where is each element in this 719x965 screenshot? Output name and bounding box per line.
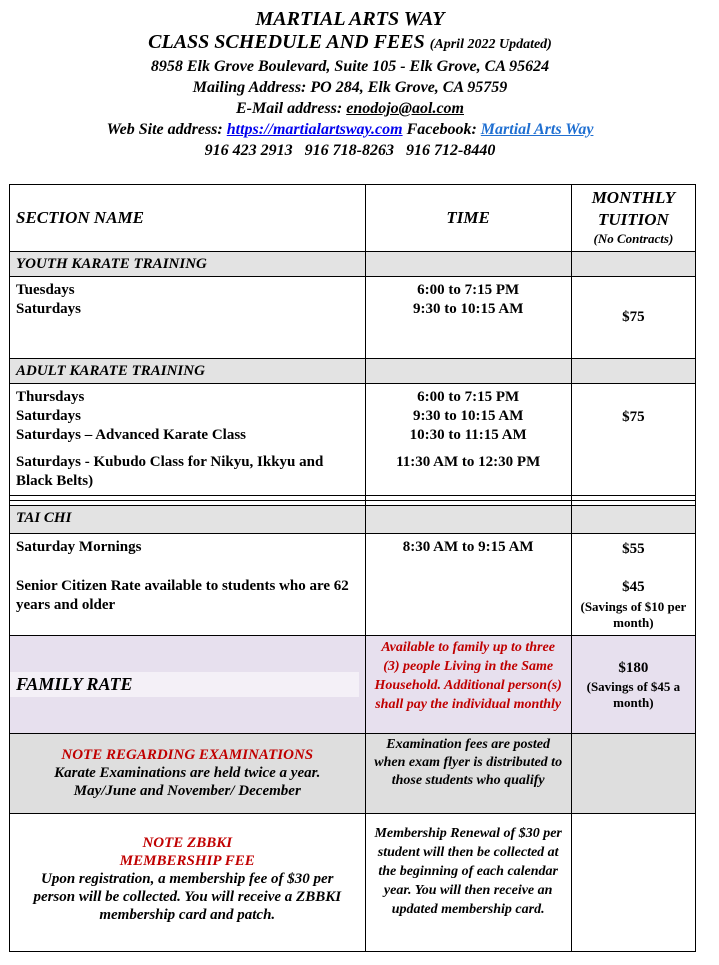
website-link[interactable]: https://martialartsway.com (226, 121, 403, 138)
adult-day: Saturdays – Advanced Karate Class (16, 427, 247, 443)
youth-days (10, 277, 366, 359)
tuition-header-line1: MONTHLY (591, 188, 676, 207)
phone-numbers: 916 423 2913 916 718-8263 916 712-8440 (204, 142, 496, 159)
youth-section-title: YOUTH KARATE TRAINING (10, 252, 366, 277)
adult-fee (571, 384, 695, 496)
facebook-link[interactable]: Martial Arts Way (480, 121, 594, 138)
zbbki-note-title: NOTE ZBBKI (142, 835, 233, 851)
updated-note: (April 2022 Updated) (429, 37, 552, 52)
youth-day: Tuesdays (16, 282, 75, 298)
senior-savings: (Savings of $10 per month) (580, 599, 687, 630)
page-title: MARTIAL ARTS WAY (255, 8, 445, 30)
taichi-fee-value: $55 (622, 541, 645, 557)
adult-fee-value: $75 (622, 409, 645, 425)
taichi-time-value: 8:30 AM to 9:15 AM (402, 539, 534, 555)
zbbki-note-subtitle: MEMBERSHIP FEE (119, 853, 255, 869)
exam-fees-note: Examination fees are posted when exam flyer is distributed to those students who qualify (365, 734, 571, 814)
membership-renewal-note: Membership Renewal of $30 per student will then be collected at the beginning of each calendar year. You will then receive an updated membership card. (365, 814, 571, 952)
web-label: Web Site address: (106, 121, 223, 138)
family-rate-description: Available to family up to three (3) people Living in the Same Household. Additional person(s) shall pay the individual monthly (365, 636, 571, 734)
exam-note-body: Karate Examinations are held twice a year. May/June and November/ December (54, 765, 321, 799)
empty-cell (365, 359, 571, 384)
empty-cell (571, 359, 695, 384)
exam-note-cell (10, 734, 366, 814)
web-line (0, 119, 700, 140)
youth-fee-value: $75 (622, 309, 645, 325)
family-rate-row (10, 636, 696, 734)
street-address: 8958 Elk Grove Boulevard, Suite 105 - Elk Grove, CA 95624 (150, 58, 550, 75)
exam-note-row (10, 734, 696, 814)
adult-times (365, 384, 571, 496)
tuition-header (571, 185, 695, 252)
adult-day: Saturdays - Kubudo Class for Nikyu, Ikkyu and Black Belts) (16, 454, 324, 489)
adult-time: 6:00 to 7:15 PM (417, 389, 520, 405)
senior-fee-value: $45 (622, 579, 645, 595)
facebook-label: Facebook: (406, 121, 477, 138)
family-rate-title: FAMILY RATE (10, 672, 359, 697)
youth-time: 9:30 to 10:15 AM (412, 301, 524, 317)
taichi-section-title: TAI CHI (10, 506, 366, 534)
page-subtitle (0, 31, 700, 56)
family-rate-fee (571, 636, 695, 734)
no-contracts-note: (No Contracts) (593, 231, 674, 246)
schedule-header (0, 8, 700, 161)
adult-day: Saturdays (16, 408, 82, 424)
youth-time: 6:00 to 7:15 PM (417, 282, 520, 298)
adult-time: 10:30 to 11:15 AM (409, 427, 527, 443)
youth-schedule-row (10, 277, 696, 359)
taichi-fees (571, 534, 695, 636)
tuition-header-line2: TUITION (597, 210, 669, 229)
taichi-day: Saturday Mornings (16, 539, 142, 555)
senior-rate-note: Senior Citizen Rate available to students who are 62 years and older (16, 578, 349, 613)
email-line (0, 98, 700, 119)
empty-cell (571, 814, 695, 952)
empty-cell (365, 506, 571, 534)
adult-section-row (10, 359, 696, 384)
table-header-row (10, 185, 696, 252)
empty-cell (571, 506, 695, 534)
zbbki-note-body: Upon registration, a membership fee of $30 per person will be collected. You will receive a ZBBKI membership card and patch. (33, 871, 342, 923)
family-fee-value: $180 (618, 660, 649, 676)
email-address[interactable]: enodojo@aol.com (346, 100, 464, 117)
taichi-schedule-row (10, 534, 696, 636)
taichi-days (10, 534, 366, 636)
adult-days (10, 384, 366, 496)
adult-time: 11:30 AM to 12:30 PM (396, 454, 541, 470)
exam-note-title: NOTE REGARDING EXAMINATIONS (61, 747, 314, 763)
schedule-table (9, 184, 696, 952)
taichi-time (365, 534, 571, 636)
adult-time: 9:30 to 10:15 AM (412, 408, 524, 424)
family-rate-label-cell (10, 636, 366, 734)
empty-cell (365, 252, 571, 277)
family-savings: (Savings of $45 a month) (586, 679, 681, 710)
empty-cell (571, 252, 695, 277)
youth-times (365, 277, 571, 359)
zbbki-note-cell (10, 814, 366, 952)
youth-day: Saturdays (16, 301, 82, 317)
adult-schedule-row (10, 384, 696, 496)
section-name-header: SECTION NAME (10, 185, 366, 252)
youth-section-row (10, 252, 696, 277)
mailing-address: Mailing Address: PO 284, Elk Grove, CA 95759 (192, 79, 508, 96)
zbbki-note-row (10, 814, 696, 952)
time-header: TIME (365, 185, 571, 252)
taichi-section-row (10, 506, 696, 534)
subtitle-text: CLASS SCHEDULE AND FEES (148, 31, 425, 53)
email-label: E-Mail address: (236, 100, 343, 117)
youth-fee (571, 277, 695, 359)
empty-cell (571, 734, 695, 814)
adult-day: Thursdays (16, 389, 85, 405)
adult-section-title: ADULT KARATE TRAINING (10, 359, 366, 384)
